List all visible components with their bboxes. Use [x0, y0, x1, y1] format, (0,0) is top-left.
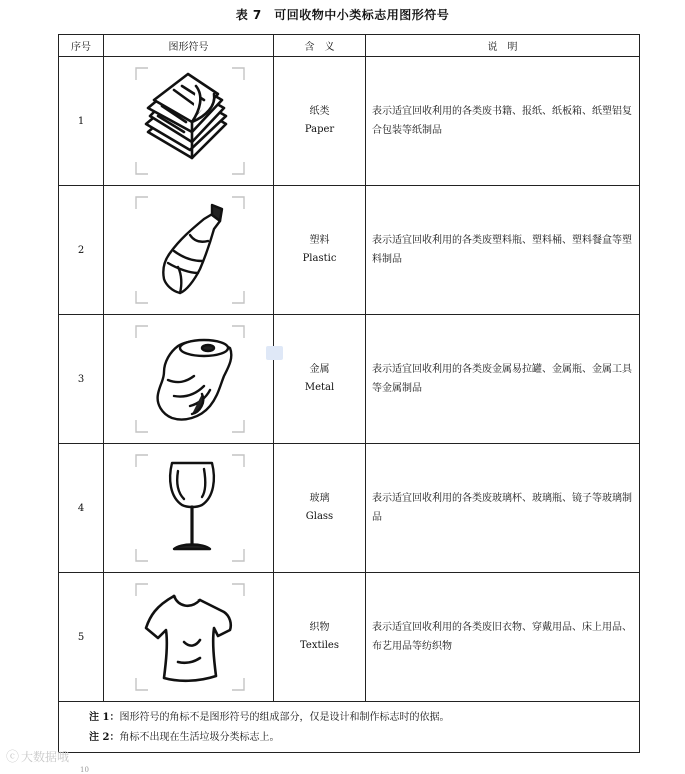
symbol-cell: [104, 57, 274, 186]
note-1: [89, 708, 639, 728]
meaning-cn: 金属: [309, 364, 330, 375]
crushed-can-icon: [134, 324, 246, 434]
table-row: [59, 186, 640, 315]
meaning-cell: [274, 315, 366, 444]
watermark: [6, 746, 69, 765]
meaning-cell: [274, 444, 366, 573]
meaning-cn: 织物: [309, 622, 330, 633]
paper-bundle-icon: [134, 66, 246, 176]
meaning-en: Paper: [304, 124, 335, 135]
row-number: 2: [59, 186, 104, 315]
row-number: 3: [59, 315, 104, 444]
row-number: 1: [59, 57, 104, 186]
description-cell: 表示适宜回收利用的各类废塑料瓶、塑料桶、塑料餐盒等塑料制品: [366, 186, 640, 315]
page-number: 10: [80, 766, 89, 774]
meaning-cn: 玻璃: [309, 493, 330, 504]
table-row: [59, 444, 640, 573]
meaning-cn: 塑料: [309, 235, 330, 246]
description-cell: 表示适宜回收利用的各类废书籍、报纸、纸板箱、纸塑铝复合包装等纸制品: [366, 57, 640, 186]
symbol-cell: [104, 186, 274, 315]
table-row: [59, 57, 640, 186]
meaning-cell: [274, 57, 366, 186]
header-meaning: 含 义: [274, 35, 366, 57]
symbol-cell: [104, 444, 274, 573]
note-label: 注 1：: [89, 712, 120, 723]
description-cell: 表示适宜回收利用的各类废旧衣物、穿戴用品、床上用品、布艺用品等纺织物: [366, 573, 640, 702]
meaning-cell: [274, 573, 366, 702]
meaning-cn: 纸类: [309, 106, 330, 117]
meaning-en: Plastic: [302, 253, 337, 264]
note-2: [89, 728, 639, 748]
row-number: 4: [59, 444, 104, 573]
notes-cell: [59, 702, 640, 753]
watermark-logo-icon: ⓒ: [6, 750, 20, 765]
meaning-cell: [274, 186, 366, 315]
plastic-bottle-icon: [134, 195, 246, 305]
meaning-en: Glass: [305, 511, 334, 522]
table-row: [59, 573, 640, 702]
meaning-en: Metal: [304, 382, 335, 393]
scan-artifact: [266, 346, 283, 360]
wine-glass-icon: [134, 453, 246, 563]
table-header-row: [59, 35, 640, 57]
meaning-en: Textiles: [300, 640, 339, 651]
symbol-cell: [104, 573, 274, 702]
note-text: 图形符号的角标不是图形符号的组成部分，仅是设计和制作标志时的依据。: [119, 712, 450, 723]
header-description: 说 明: [366, 35, 640, 57]
table-row: [59, 315, 640, 444]
notes-row: [59, 702, 640, 753]
recyclables-symbol-table: [58, 34, 640, 753]
t-shirt-icon: [134, 582, 246, 692]
note-text: 角标不出现在生活垃圾分类标志上。: [119, 732, 280, 743]
symbol-cell: [104, 315, 274, 444]
header-no: 序号: [59, 35, 104, 57]
description-cell: 表示适宜回收利用的各类废金属易拉罐、金属瓶、金属工具等金属制品: [366, 315, 640, 444]
row-number: 5: [59, 573, 104, 702]
note-label: 注 2：: [89, 732, 120, 743]
watermark-text: 大数据哦: [21, 750, 70, 764]
description-cell: 表示适宜回收利用的各类废玻璃杯、玻璃瓶、镜子等玻璃制品: [366, 444, 640, 573]
table-caption: 表 7 可回收物中小类标志用图形符号: [235, 8, 450, 22]
header-symbol: 图形符号: [104, 35, 274, 57]
